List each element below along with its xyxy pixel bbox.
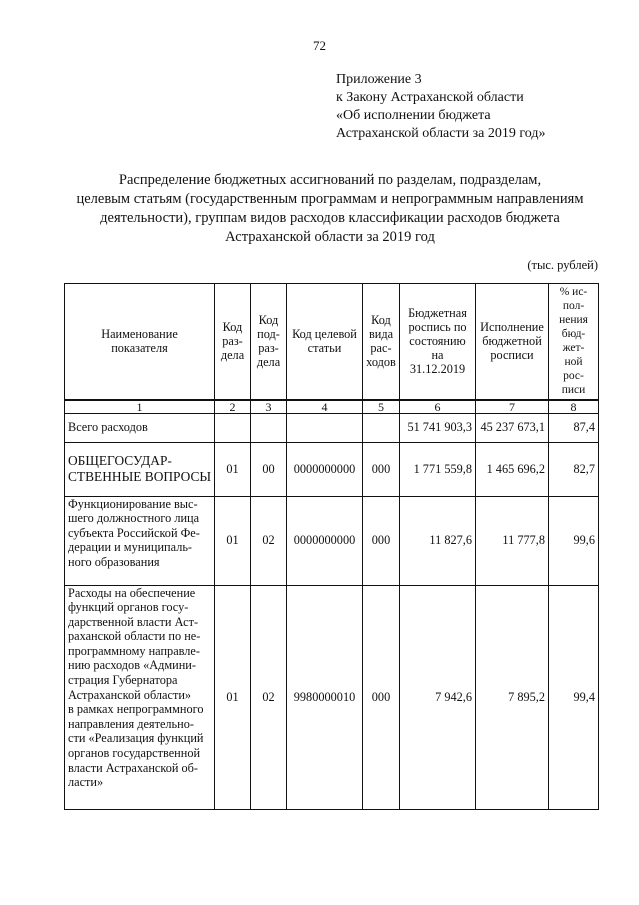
row-name-line: программному направле- <box>68 643 200 658</box>
table-row <box>65 413 599 442</box>
header-target <box>287 284 363 400</box>
header-text-line: писи <box>561 384 586 397</box>
percent-value: 82,7 <box>549 442 599 496</box>
row-name-line: нию расходов «Админи- <box>68 658 196 673</box>
header-razdel <box>215 284 251 400</box>
header-plan <box>400 284 476 400</box>
row-name <box>65 442 215 496</box>
plan-value: 51 741 903,3 <box>400 413 476 442</box>
row-name-line: функций органов госу- <box>68 600 189 615</box>
row-name-line: шего должностного лица <box>68 511 200 526</box>
header-text-line: Код целевой <box>292 327 357 342</box>
appendix-line: «Об исполнении бюджета <box>336 108 491 123</box>
row-name-line: Астраханской области» <box>68 687 192 702</box>
title-line: Астраханской области за 2019 год <box>225 229 435 245</box>
header-percent <box>549 284 599 400</box>
target-code: 0000000000 <box>287 496 363 585</box>
header-text-line: жет- <box>562 342 585 355</box>
row-name-line: власти Астраханской об- <box>68 760 199 775</box>
row-name-line: Расходы на обеспечение <box>68 585 196 600</box>
row-name-line: ного образования <box>68 554 160 569</box>
header-execution <box>476 284 549 400</box>
row-name-line: направления деятельно- <box>68 716 194 731</box>
row-name-line: в рамках непрограммного <box>68 702 204 717</box>
header-text-line: рас- <box>370 341 392 356</box>
header-row <box>65 284 599 400</box>
podrazdel-code: 02 <box>251 585 287 809</box>
vid-code <box>363 413 400 442</box>
razdel-code: 01 <box>215 496 251 585</box>
row-name-line: страция Губернатора <box>68 673 178 688</box>
execution-value: 1 465 696,2 <box>476 442 549 496</box>
row-name-line: Функционирование выс- <box>68 496 198 511</box>
appendix-line: Астраханской области за 2019 год» <box>336 126 546 141</box>
column-number-row <box>65 400 599 414</box>
podrazdel-code: 00 <box>251 442 287 496</box>
percent-value: 99,4 <box>549 585 599 809</box>
header-text-line: роспись по <box>408 320 467 335</box>
header-podrazdel <box>251 284 287 400</box>
header-text-line: ной <box>564 356 583 369</box>
header-text-line: показателя <box>111 341 168 356</box>
header-vid <box>363 284 400 400</box>
document-title <box>60 171 600 247</box>
header-text-line: вида <box>368 327 394 342</box>
header-text-line: раз- <box>222 334 243 349</box>
razdel-code: 01 <box>215 442 251 496</box>
header-text-line: бюд- <box>561 328 586 341</box>
target-code: 9980000010 <box>287 585 363 809</box>
row-name-line: раханской области по не- <box>68 629 201 644</box>
column-number: 8 <box>549 400 599 414</box>
row-name-line: субъекта Российской Фе- <box>68 525 200 540</box>
vid-code: 000 <box>363 585 400 809</box>
header-text-line: % ис- <box>559 286 588 299</box>
row-name <box>65 413 215 442</box>
appendix-block <box>336 71 545 143</box>
row-name <box>65 585 215 809</box>
target-code: 0000000000 <box>287 442 363 496</box>
header-text-line: на <box>431 348 444 363</box>
column-number: 5 <box>363 400 400 414</box>
header-text-line: раз- <box>258 341 279 356</box>
header-text-line: пол- <box>562 300 585 313</box>
title-line: Распределение бюджетных ассигнований по разделам, подразделам, <box>118 172 542 188</box>
plan-value: 7 942,6 <box>400 585 476 809</box>
percent-value: 87,4 <box>549 413 599 442</box>
column-number: 4 <box>287 400 363 414</box>
razdel-code <box>215 413 251 442</box>
podrazdel-code <box>251 413 287 442</box>
plan-value: 1 771 559,8 <box>400 442 476 496</box>
percent-value: 99,6 <box>549 496 599 585</box>
target-code <box>287 413 363 442</box>
column-number: 2 <box>215 400 251 414</box>
header-name <box>65 284 215 400</box>
header-text-line: состоянию <box>409 334 466 349</box>
row-name-line: Всего расходов <box>68 420 148 435</box>
row-name <box>65 496 215 585</box>
vid-code: 000 <box>363 496 400 585</box>
title-line: целевым статьям (государственным программам и непрограммным направлениям <box>76 191 584 207</box>
header-text-line: статьи <box>307 341 342 356</box>
header-text-line: под- <box>257 327 280 342</box>
header-text-line: дела <box>256 355 281 370</box>
header-text-line: Бюджетная <box>408 306 467 321</box>
header-text-line: Код <box>371 313 391 328</box>
row-name-line: органов государственной <box>68 746 201 761</box>
table-row <box>65 496 599 585</box>
header-text-line: дела <box>220 348 245 363</box>
header-text-line: Код <box>222 320 243 335</box>
table-row <box>65 585 599 809</box>
column-number: 7 <box>476 400 549 414</box>
appendix-line: к Закону Астраханской области <box>336 90 524 105</box>
header-text-line: 31.12.2019 <box>409 362 466 377</box>
header-text-line: бюджетной <box>482 334 542 349</box>
razdel-code: 01 <box>215 585 251 809</box>
plan-value: 11 827,6 <box>400 496 476 585</box>
title-line: деятельности), группам видов расходов классификации расходов бюджета <box>100 210 560 226</box>
vid-code: 000 <box>363 442 400 496</box>
row-name-line: ОБЩЕГОСУДАР- <box>68 453 172 468</box>
row-name-line: ласти» <box>68 775 104 790</box>
execution-value: 11 777,8 <box>476 496 549 585</box>
podrazdel-code: 02 <box>251 496 287 585</box>
row-name-line: дерации и муниципаль- <box>68 540 193 555</box>
header-text-line: Исполнение <box>480 320 544 335</box>
header-text-line: росписи <box>490 348 534 363</box>
column-number: 6 <box>400 400 476 414</box>
header-text-line: ходов <box>366 355 396 370</box>
row-name-line: СТВЕННЫЕ ВОПРОСЫ <box>68 469 212 484</box>
table-row <box>65 442 599 496</box>
execution-value: 45 237 673,1 <box>476 413 549 442</box>
column-number: 3 <box>251 400 287 414</box>
header-text-line: рос- <box>563 370 584 383</box>
budget-table <box>64 283 599 810</box>
page-number: 72 <box>313 38 326 53</box>
appendix-line: Приложение 3 <box>336 72 422 87</box>
execution-value: 7 895,2 <box>476 585 549 809</box>
row-name-line: сти «Реализация функций <box>68 731 204 746</box>
column-number: 1 <box>65 400 215 414</box>
header-text-line: Код <box>258 313 279 328</box>
row-name-line: дарственной власти Аст- <box>68 614 199 629</box>
header-text-line: Наименование <box>101 327 178 342</box>
units-label: (тыс. рублей) <box>527 258 598 272</box>
header-text-line: нения <box>559 314 588 327</box>
